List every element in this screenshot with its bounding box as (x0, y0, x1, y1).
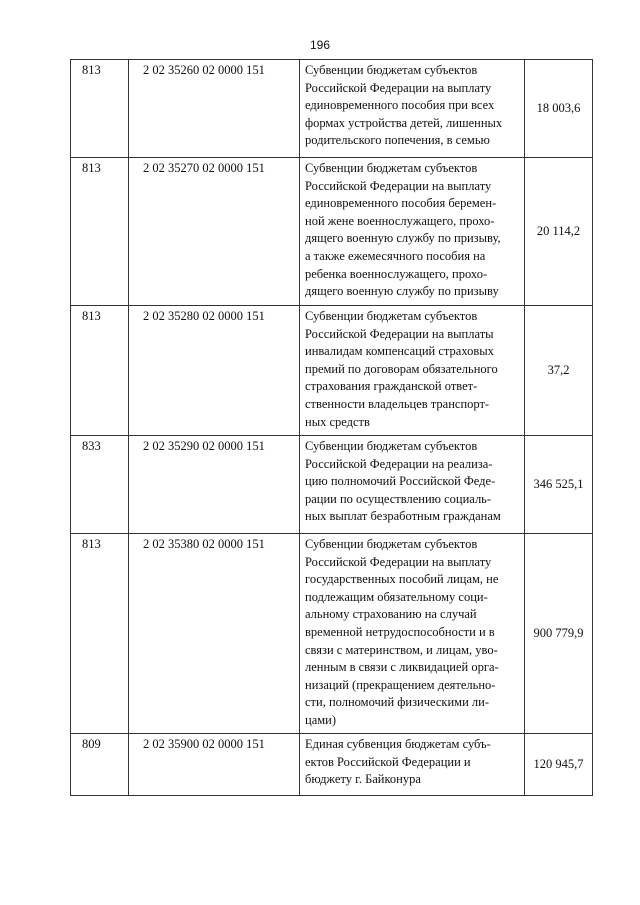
table-row (71, 436, 593, 534)
amount-cell: 18 003,6 (525, 60, 593, 158)
revenue-name-line: ных средств (305, 414, 370, 429)
revenue-name-line: связи с материнством, и лицам, уво- (305, 642, 498, 657)
revenue-name-line: подлежащим обязательному соци- (305, 589, 488, 604)
revenue-name-line: Субвенции бюджетам субъектов (305, 439, 478, 453)
revenue-name-line: государственных пособий лицам, не (305, 572, 499, 587)
revenue-name-line: Единая субвенция бюджетам субъ- (305, 737, 491, 751)
revenue-name-line: родительского попечения, в семью (305, 133, 490, 148)
revenue-name-line: страхования гражданской ответ- (305, 379, 478, 394)
revenue-name-line: ленным в связи с ликвидацией орга- (305, 660, 499, 675)
budget-code-cell: 2 02 35380 02 0000 151 (129, 534, 300, 734)
revenue-name-line: Субвенции бюджетам субъектов (305, 161, 478, 175)
revenue-name-cell (300, 306, 525, 436)
amount-cell: 346 525,1 (525, 436, 593, 534)
admin-code-cell: 833 (71, 436, 129, 534)
table-row (71, 158, 593, 306)
revenue-name-line: ственности владельцев транспорт- (305, 396, 490, 411)
revenue-name-line: Российской Федерации на выплату (305, 178, 492, 193)
revenue-name-line: инвалидам компенсаций страховых (305, 344, 494, 359)
revenue-name-line: ребенка военнослужащего, прохо- (305, 266, 488, 281)
budget-table-body (71, 60, 593, 796)
revenue-name-line: премий по договорам обязательного (305, 361, 498, 376)
revenue-name-line: единовременного пособия при всех (305, 98, 495, 113)
budget-table (70, 59, 593, 796)
revenue-name-line: низаций (прекращением деятельно- (305, 677, 496, 692)
revenue-name-cell (300, 60, 525, 158)
revenue-name-cell (300, 734, 525, 796)
revenue-name-cell (300, 158, 525, 306)
table-row (71, 306, 593, 436)
revenue-name-line: Российской Федерации на реализа- (305, 456, 493, 471)
budget-code-cell: 2 02 35260 02 0000 151 (129, 60, 300, 158)
revenue-name-line: Субвенции бюджетам субъектов (305, 537, 478, 551)
revenue-name-line: бюджету г. Байконура (305, 772, 421, 787)
admin-code-cell: 813 (71, 60, 129, 158)
admin-code-cell: 813 (71, 306, 129, 436)
admin-code-cell: 813 (71, 534, 129, 734)
revenue-name-line: альному страхованию на случай (305, 607, 477, 622)
amount-cell: 37,2 (525, 306, 593, 436)
revenue-name-line: ектов Российской Федерации и (305, 754, 471, 769)
admin-code-cell: 809 (71, 734, 129, 796)
page-number: 196 (309, 38, 331, 52)
revenue-name-line: ной жене военнослужащего, прохо- (305, 213, 495, 228)
amount-cell: 900 779,9 (525, 534, 593, 734)
revenue-name-line: а также ежемесячного пособия на (305, 248, 486, 263)
revenue-name-line: рации по осуществлению социаль- (305, 491, 492, 506)
amount-cell: 120 945,7 (525, 734, 593, 796)
revenue-name-line: временной нетрудоспособности и в (305, 624, 495, 639)
table-row (71, 534, 593, 734)
revenue-name-cell (300, 436, 525, 534)
revenue-name-cell (300, 534, 525, 734)
revenue-name-line: Российской Федерации на выплату (305, 554, 492, 569)
revenue-name-line: Российской Федерации на выплаты (305, 326, 494, 341)
revenue-name-line: цию полномочий Российской Феде- (305, 474, 496, 489)
budget-code-cell: 2 02 35900 02 0000 151 (129, 734, 300, 796)
revenue-name-line: цами) (305, 712, 336, 727)
revenue-name-line: дящего военную службу по призыву (305, 284, 499, 299)
admin-code-cell: 813 (71, 158, 129, 306)
revenue-name-line: ных выплат безработным гражданам (305, 509, 501, 524)
amount-cell: 20 114,2 (525, 158, 593, 306)
table-row (71, 734, 593, 796)
revenue-name-line: дящего военную службу по призыву, (305, 231, 501, 246)
table-row (71, 60, 593, 158)
revenue-name-line: Субвенции бюджетам субъектов (305, 309, 478, 323)
revenue-name-line: Российской Федерации на выплату (305, 80, 492, 95)
revenue-name-line: единовременного пособия беремен- (305, 196, 497, 211)
budget-code-cell: 2 02 35270 02 0000 151 (129, 158, 300, 306)
revenue-name-line: Субвенции бюджетам субъектов (305, 63, 478, 77)
budget-code-cell: 2 02 35290 02 0000 151 (129, 436, 300, 534)
revenue-name-line: сти, полномочий физическими ли- (305, 695, 489, 710)
budget-code-cell: 2 02 35280 02 0000 151 (129, 306, 300, 436)
revenue-name-line: формах устройства детей, лишенных (305, 115, 503, 130)
